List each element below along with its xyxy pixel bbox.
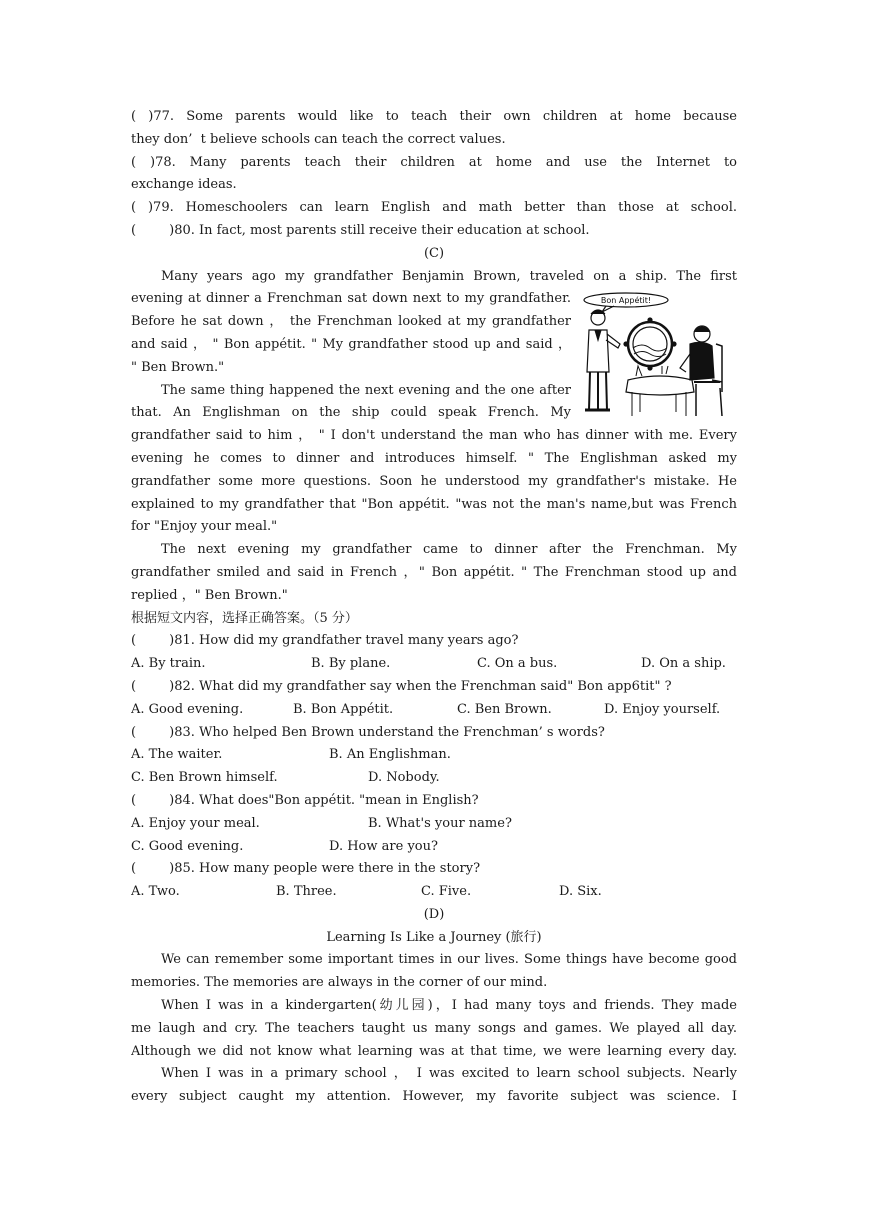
question-80: ( )80. In fact, most parents still receive their education at school. [131, 222, 590, 238]
passage-d-line: We can remember some important times in our lives. Some things have become good [161, 952, 737, 968]
passage-c-line: evening at dinner a Frenchman sat down next to my grandfather. [131, 291, 571, 307]
question-85-options [131, 881, 737, 904]
option-d: D. How are you? [329, 838, 438, 854]
passage-d-label: (D) [423, 906, 445, 922]
passage-d-line: Although we did not know what learning was at that time, we were learning every day. [131, 1043, 737, 1059]
question-81-options [131, 653, 737, 676]
question-78-line-1: ( )78. Many parents teach their children at home and use the Internet to [131, 154, 737, 170]
option-c: C. On a bus. [477, 656, 558, 672]
passage-c-line: that. An Englishman on the ship could speak French. My [131, 405, 571, 421]
passage-c-line: The next evening my grandfather came to dinner after the Frenchman. My [161, 542, 737, 558]
option-c: C. Good evening. [131, 838, 244, 854]
option-b: B. What's your name? [368, 815, 512, 831]
question-84-stem: ( )84. What does"Bon appétit. "mean in English? [131, 792, 479, 808]
dinner-illustration [576, 292, 731, 422]
passage-c-line: Before he sat down ， the Frenchman looked at my grandfather [131, 314, 571, 330]
question-82-stem: ( )82. What did my grandfather say when the Frenchman said" Bon app6tit" ? [131, 678, 672, 694]
option-a: A. Enjoy your meal. [131, 815, 260, 831]
option-d: D. On a ship. [641, 656, 726, 672]
option-a: A. Good evening. [131, 701, 244, 717]
question-84-options-row-1 [131, 813, 737, 836]
option-c: C. Five. [421, 884, 472, 900]
passage-d-line: When I was in a primary school ， I was excited to learn school subjects. Nearly [161, 1066, 737, 1082]
option-d: D. Enjoy yourself. [604, 701, 721, 717]
option-b: B. Three. [276, 884, 337, 900]
question-78-line-2: exchange ideas. [131, 177, 237, 193]
option-b: B. An Englishman. [329, 747, 451, 763]
passage-d-line: me laugh and cry. The teachers taught us many songs and games. We played all day. [131, 1020, 737, 1036]
passage-d-line: When I was in a kindergarten(幼儿园)，I had many toys and friends. They made [161, 998, 737, 1014]
option-d: D. Six. [559, 884, 602, 900]
passage-c-line: grandfather said to him ， " I don't understand the man who has dinner with me. Every [131, 428, 737, 444]
question-77-line-2: they don’ t believe schools can teach the correct values. [131, 131, 506, 147]
question-83-options-row-1 [131, 744, 737, 767]
question-79: ( )79. Homeschoolers can learn English and math better than those at school. [131, 200, 737, 216]
passage-c-line: grandfather smiled and said in French ，" Bon appétit. " The Frenchman stood up and [131, 564, 737, 580]
option-a: A. By train. [131, 656, 206, 672]
question-83-stem: ( )83. Who helped Ben Brown understand the Frenchman’ s words? [131, 724, 605, 740]
passage-c-line: replied ，" Ben Brown." [131, 587, 288, 603]
option-d: D. Nobody. [368, 770, 440, 786]
passage-c-line: evening he comes to dinner and introduces himself. " The Englishman asked my [131, 450, 737, 466]
option-a: A. Two. [131, 884, 180, 900]
option-a: A. The waiter. [131, 747, 223, 763]
option-c: C. Ben Brown. [457, 701, 552, 717]
passage-c-line: for "Enjoy your meal." [131, 519, 278, 535]
option-c: C. Ben Brown himself. [131, 770, 278, 786]
passage-c-line: explained to my grandfather that "Bon appétit. "was not the man's name,but was French [131, 496, 737, 512]
question-81-stem: ( )81. How did my grandfather travel many years ago? [131, 633, 519, 649]
speech-bubble-text: Bon Appétit! [600, 296, 652, 305]
question-77-line-1: ( )77. Some parents would like to teach their own children at home because [131, 109, 737, 124]
question-83-options-row-2 [131, 767, 737, 790]
passage-c-line: grandfather some more questions. Soon he understood my grandfather's mistake. He [131, 473, 737, 489]
question-85-stem: ( )85. How many people were there in the story? [131, 861, 481, 877]
passage-d-title: Learning Is Like a Journey (旅行) [326, 929, 542, 945]
passage-c-label: (C) [423, 245, 445, 261]
passage-d-line: every subject caught my attention. However, my favorite subject was science. I [131, 1089, 737, 1105]
passage-c-line: Many years ago my grandfather Benjamin Brown, traveled on a ship. The first [161, 268, 737, 284]
worksheet-page [131, 106, 737, 1109]
question-84-options-row-2 [131, 836, 737, 859]
passage-c-line: and said ， " Bon appétit. " My grandfather stood up and said ， [131, 336, 571, 352]
instruction: 根据短文内容，选择正确答案。（5 分） [131, 610, 358, 626]
option-b: B. Bon Appétit. [293, 701, 394, 717]
passage-d-line: memories. The memories are always in the corner of our mind. [131, 975, 548, 991]
option-b: B. By plane. [311, 656, 391, 672]
passage-c-line: " Ben Brown." [131, 359, 225, 375]
question-82-options [131, 699, 737, 722]
passage-c-line: The same thing happened the next evening and the one after [161, 382, 571, 398]
